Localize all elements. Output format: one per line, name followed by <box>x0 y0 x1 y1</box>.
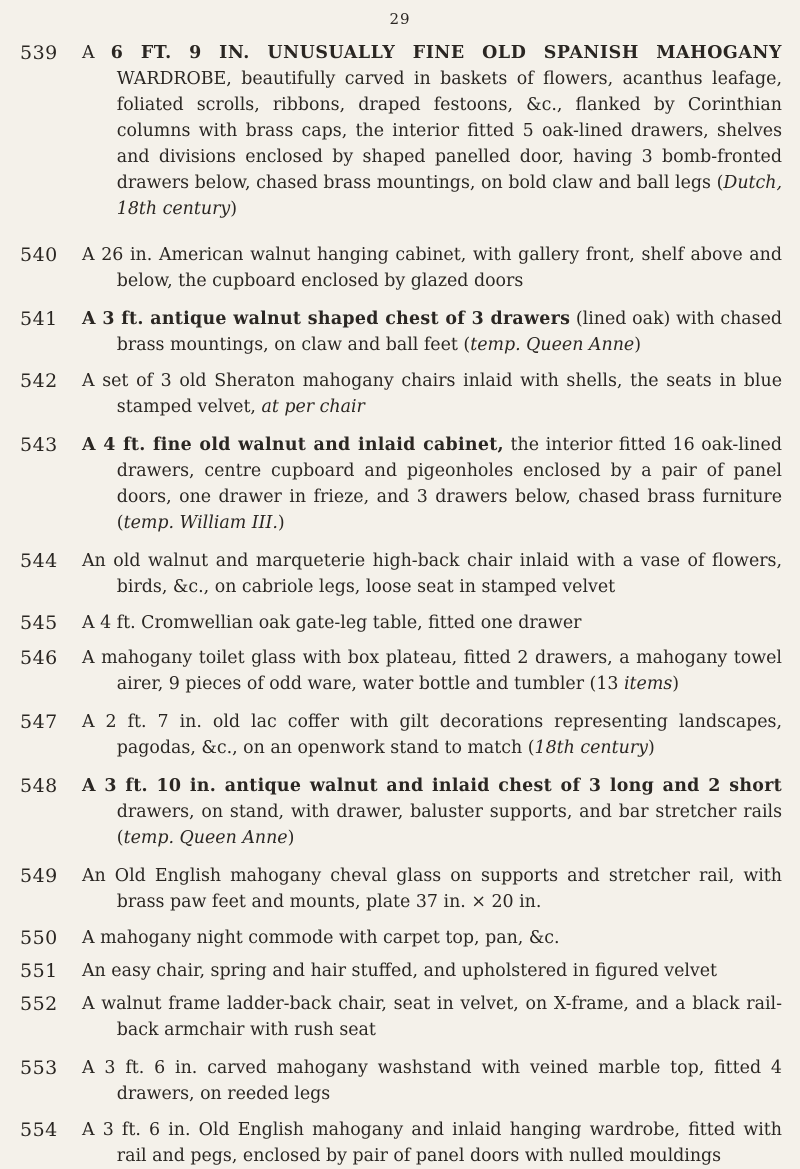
italic-text: temp. William III. <box>123 513 278 533</box>
lot-entry <box>20 1117 782 1169</box>
lot-description <box>82 306 782 358</box>
description-text: ) <box>277 513 285 533</box>
description-text: the interior fitted 16 oak-lined drawers, centre cupboard and pigeonholes enclosed by a pair of panel doors, one drawer in frieze, and 3 drawers below, chased brass furniture ( <box>116 435 782 533</box>
description-text: ) <box>634 335 641 355</box>
lot-entry <box>20 306 782 358</box>
page-number: 29 <box>389 10 411 28</box>
italic-text: temp. Queen Anne <box>470 335 635 355</box>
lot-number: 540 <box>20 244 58 266</box>
lot-description <box>82 991 782 1043</box>
description-text: WARDROBE, beautifully carved in baskets of flowers, acanthus leafage, foliated scrolls, ribbons, draped festoons, &c., flanked by Corinthian columns with brass caps, the interior fitted 5 oak-lined drawers, shelves and divisions enclosed by shaped panelled door, having 3 bomb-fronted drawers below, chased brass mountings, on bold claw and ball legs ( <box>116 69 782 193</box>
description-text: A 3 ft. 6 in. Old English mahogany and inlaid hanging wardrobe, fitted with rail and pegs, enclosed by pair of panel doors with nulled mouldings <box>82 1120 782 1166</box>
lot-entry <box>20 548 782 600</box>
lot-entry <box>20 773 782 851</box>
description-text: A <box>82 43 111 63</box>
description-text: A 4 ft. fine old walnut and inlaid cabinet, <box>82 435 504 455</box>
lot-number: 541 <box>20 308 58 330</box>
lot-description <box>82 40 782 222</box>
lot-entry <box>20 709 782 761</box>
lot-description <box>82 773 782 851</box>
description-text: A set of 3 old Sheraton mahogany chairs inlaid with shells, the seats in blue stamped velvet, <box>82 371 782 417</box>
lot-description <box>82 925 782 951</box>
lot-number: 542 <box>20 370 58 392</box>
lot-number: 545 <box>20 612 58 634</box>
lot-number: 546 <box>20 647 58 669</box>
description-text: ) <box>672 674 680 694</box>
description-text: A mahogany toilet glass with box plateau, fitted 2 drawers, a mahogany towel airer, 9 pieces of odd ware, water bottle and tumbler (13 <box>82 648 782 694</box>
description-text: A mahogany night commode with carpet top, pan, &c. <box>82 928 560 948</box>
lot-description <box>82 548 782 600</box>
lot-entry <box>20 610 782 637</box>
description-text: drawers, on stand, with drawer, baluster supports, and bar stretcher rails ( <box>116 802 782 848</box>
lot-number: 552 <box>20 993 58 1015</box>
lot-number: 550 <box>20 927 58 949</box>
italic-text: at per chair <box>261 397 365 417</box>
italic-text: temp. Queen Anne <box>123 828 288 848</box>
description-text: (lined oak) with chased brass mountings, on claw and ball feet ( <box>116 309 782 355</box>
description-text: A 3 ft. 10 in. antique walnut and inlaid chest of 3 long and 2 short <box>82 776 782 796</box>
description-text: A 3 ft. 6 in. carved mahogany washstand with veined marble top, fitted 4 drawers, on reeded legs <box>82 1058 782 1104</box>
lot-entry <box>20 991 782 1043</box>
lot-description <box>82 958 782 984</box>
lot-entry <box>20 40 782 222</box>
description-text: A 2 ft. 7 in. old lac coffer with gilt decorations representing landscapes, pagodas, &c., on an openwork stand to match ( <box>82 712 782 758</box>
lot-description <box>82 709 782 761</box>
lot-entry <box>20 863 782 915</box>
description-text: ) <box>647 738 655 758</box>
italic-text: 18th century <box>534 738 648 758</box>
lot-entry <box>20 1055 782 1107</box>
lot-number: 553 <box>20 1057 58 1079</box>
lot-entry <box>20 925 782 952</box>
lot-number: 547 <box>20 711 58 733</box>
lot-description <box>82 432 782 536</box>
lot-number: 549 <box>20 865 58 887</box>
description-text: An old walnut and marqueterie high-back chair inlaid with a vase of flowers, birds, &c., on cabriole legs, loose seat in stamped velvet <box>82 551 782 597</box>
lot-number: 548 <box>20 775 58 797</box>
description-text: A 26 in. American walnut hanging cabinet, with gallery front, shelf above and below, the cupboard enclosed by glazed doors <box>82 245 782 291</box>
lot-entry <box>20 368 782 420</box>
lot-number: 551 <box>20 960 58 982</box>
lot-entry <box>20 432 782 536</box>
lot-entry <box>20 242 782 294</box>
lot-number: 544 <box>20 550 58 572</box>
lot-number: 543 <box>20 434 58 456</box>
description-text: ) <box>287 828 295 848</box>
lot-number: 554 <box>20 1119 58 1141</box>
description-text: 6 FT. 9 IN. UNUSUALLY FINE OLD SPANISH MAHOGANY <box>110 43 782 63</box>
description-text: An Old English mahogany cheval glass on supports and stretcher rail, with brass paw feet and mounts, plate 37 in. × 20 in. <box>82 866 782 912</box>
lot-list <box>20 30 782 1169</box>
description-text: ) <box>230 199 237 219</box>
lot-entry <box>20 958 782 985</box>
description-text: An easy chair, spring and hair stuffed, and upholstered in figured velvet <box>82 961 718 981</box>
lot-description <box>82 242 782 294</box>
italic-text: items <box>623 674 673 694</box>
lot-description <box>82 1117 782 1169</box>
lot-entry <box>20 645 782 697</box>
lot-description <box>82 368 782 420</box>
lot-number: 539 <box>20 42 58 64</box>
description-text: A 3 ft. antique walnut shaped chest of 3 drawers <box>82 309 571 329</box>
description-text: A walnut frame ladder-back chair, seat in velvet, on X-frame, and a black rail-back armchair with rush seat <box>82 994 782 1040</box>
description-text: A 4 ft. Cromwellian oak gate-leg table, fitted one drawer <box>82 613 582 633</box>
lot-description <box>82 645 782 697</box>
lot-description <box>82 1055 782 1107</box>
lot-description <box>82 863 782 915</box>
lot-description <box>82 610 782 636</box>
italic-text: Dutch, 18th century <box>116 173 782 219</box>
